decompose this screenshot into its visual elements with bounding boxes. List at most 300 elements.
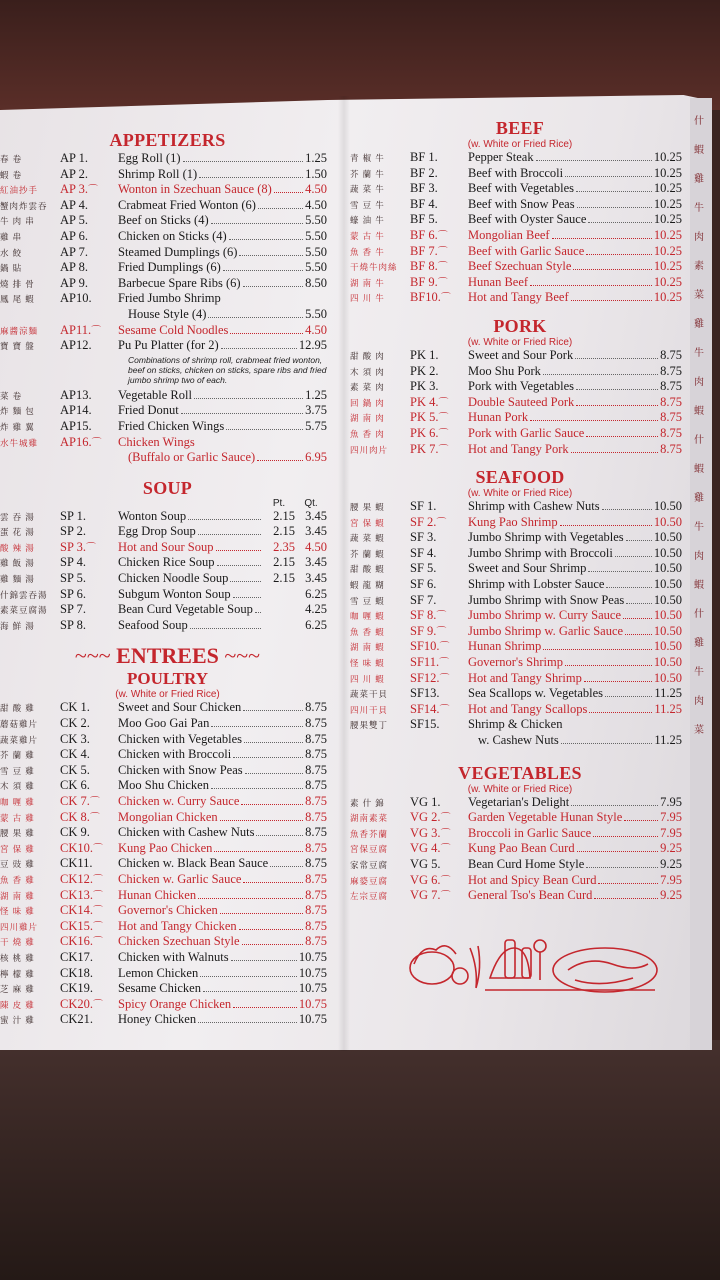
menu-item-price: 8.75 — [660, 394, 682, 409]
poultry-rice-note: (w. White or Fried Rice) — [115, 689, 220, 701]
menu-item-code: CK13.⌒ — [60, 887, 103, 902]
menu-item-row — [0, 966, 335, 982]
chili-pepper-icon: ⌒ — [436, 626, 447, 638]
dot-leader — [576, 404, 658, 406]
menu-item-row — [0, 540, 335, 556]
table-background-top — [0, 0, 720, 110]
menu-item-code: CK21. — [60, 1012, 93, 1027]
edge-chinese-char: 肉 — [694, 377, 704, 388]
dot-leader — [586, 435, 658, 437]
menu-item-code: CK 6. — [60, 778, 90, 793]
menu-item-price: 11.25 — [654, 701, 682, 716]
menu-item-row — [350, 499, 690, 515]
menu-item-price: 10.50 — [653, 499, 682, 514]
dot-leader — [623, 617, 652, 619]
menu-item-code: BF 7.⌒ — [410, 243, 448, 258]
menu-item-name: Hot and Sour Soup — [118, 539, 214, 554]
pu-pu-platter-description: Combinations of shrimp roll, crabmeat fried wonton, beef on sticks, chicken on sticks, spare ribs and fried jumbo shrimp two of each. — [128, 354, 327, 385]
menu-item-chinese-name: 蝦 龍 糊 — [350, 580, 385, 591]
appetizers-heading: APPETIZERS — [109, 130, 226, 150]
menu-item-chinese-name: 水牛城雞 — [0, 437, 39, 448]
menu-item-row — [0, 602, 335, 618]
menu-item-row — [350, 546, 690, 562]
menu-item-row — [0, 700, 335, 716]
menu-item-chinese-name: 麻婆豆腐 — [350, 875, 389, 886]
pork-heading: PORK — [493, 315, 547, 336]
menu-item-chinese-name: 湖 南 牛 — [350, 277, 385, 288]
menu-item-chinese-name: 木 須 肉 — [350, 366, 385, 377]
menu-item-chinese-name: 宮 保 雞 — [0, 843, 35, 854]
dot-leader — [576, 190, 652, 192]
pork-rice-note: (w. White or Fried Rice) — [467, 336, 573, 348]
menu-item-chinese-name: 甜 酸 雞 — [0, 703, 35, 714]
menu-item-code: AP 8. — [60, 260, 89, 275]
menu-item-name: Honey Chicken — [118, 1012, 197, 1027]
dot-leader — [588, 570, 651, 572]
pint-price: 2.15 — [273, 508, 295, 523]
menu-item-chinese-name: 檸 檬 雞 — [0, 968, 35, 979]
menu-item-row — [0, 778, 335, 794]
menu-item-name: Beef with Garlic Sauce — [468, 243, 585, 258]
menu-item-name: Beef Szechuan Style — [468, 259, 572, 274]
dot-leader — [560, 524, 652, 526]
menu-item-row — [0, 524, 335, 540]
menu-item-code: CK 2. — [60, 716, 90, 731]
dot-leader — [571, 804, 658, 806]
menu-item-row — [0, 872, 335, 888]
menu-item-chinese-name: 蟹肉炸雲吞 — [0, 200, 48, 211]
menu-item-row — [350, 888, 690, 904]
menu-item-code: CK 8.⌒ — [60, 809, 100, 824]
menu-item-chinese-name: 左宗豆腐 — [350, 891, 389, 902]
menu-item-row — [350, 530, 690, 546]
menu-item-chinese-name: 四川肉片 — [350, 444, 389, 455]
chili-pepper-icon: ⌒ — [93, 906, 103, 918]
table-background-bottom — [0, 1040, 720, 1280]
edge-chinese-char: 雞 — [694, 493, 704, 504]
menu-item-row — [0, 403, 335, 419]
dot-leader — [211, 725, 303, 727]
menu-item-row — [350, 410, 690, 426]
dot-leader — [230, 332, 303, 334]
menu-item-row — [0, 450, 335, 466]
menu-item-name: Kung Pao Bean Curd — [468, 841, 575, 856]
menu-item-row — [0, 555, 335, 571]
menu-item-row — [350, 577, 690, 593]
menu-item-price: 10.75 — [298, 996, 327, 1011]
edge-chinese-char: 什 — [694, 609, 704, 620]
menu-item-name: Kung Pao Shrimp — [468, 514, 558, 529]
menu-item-row — [350, 733, 690, 749]
edge-chinese-char: 蝦 — [694, 464, 704, 475]
menu-item-price: 10.25 — [653, 165, 682, 180]
menu-item-row — [350, 290, 690, 306]
menu-item-name: Spicy Orange Chicken — [118, 996, 232, 1011]
menu-item-name: Hunan Chicken — [118, 887, 197, 902]
dot-leader — [598, 882, 658, 884]
menu-item-price: 8.75 — [305, 918, 327, 933]
dot-leader — [183, 160, 304, 162]
menu-item-price: 5.50 — [305, 228, 327, 243]
menu-item-name: Egg Drop Soup — [118, 524, 196, 539]
menu-item-code: AP15. — [60, 418, 92, 433]
menu-item-price: 6.95 — [305, 450, 327, 465]
menu-item-name: Chicken with Cashew Nuts — [118, 825, 255, 840]
menu-item-chinese-name: 回 鍋 肉 — [350, 397, 385, 408]
menu-item-price: 3.75 — [305, 403, 327, 418]
menu-fold — [338, 96, 350, 1051]
menu-item-price: 10.50 — [653, 592, 682, 607]
menu-item-code: SP 6. — [60, 586, 86, 601]
menu-item-name: Hot and Tangy Beef — [468, 290, 569, 305]
menu-item-chinese-name: 咖 喱 蝦 — [350, 611, 385, 622]
vegetables-rice-note: (w. White or Fried Rice) — [467, 783, 573, 795]
poultry-heading: POULTRY — [127, 669, 208, 689]
dot-leader — [530, 284, 652, 286]
menu-item-code: SP 5. — [60, 571, 86, 586]
menu-item-chinese-name: 核 桃 雞 — [0, 952, 35, 963]
menu-item-row — [0, 419, 335, 435]
pint-price: 2.15 — [273, 524, 295, 539]
menu-item-name: Jumbo Shrimp with Broccoli — [468, 545, 613, 560]
menu-item-name: Chicken Noodle Soup — [118, 571, 229, 586]
dot-leader — [230, 580, 261, 582]
menu-item-chinese-name: 陳 皮 雞 — [0, 999, 35, 1010]
menu-item-code: SF12.⌒ — [410, 670, 450, 685]
menu-item-code: AP 2. — [60, 166, 89, 181]
menu-item-code: VG 5. — [410, 856, 441, 871]
menu-item-price: 8.50 — [305, 275, 327, 290]
chili-pepper-icon: ⌒ — [85, 542, 96, 554]
menu-item-row — [0, 716, 335, 732]
menu-item-chinese-name: 酸 辣 湯 — [0, 542, 35, 553]
menu-item-code: CK10.⌒ — [60, 840, 103, 855]
menu-item-price: 8.75 — [305, 747, 327, 762]
dot-leader — [565, 664, 652, 666]
menu-item-name: Egg Roll (1) — [118, 151, 181, 165]
menu-item-code: VG 6.⌒ — [410, 872, 451, 887]
menu-item-price: 10.25 — [653, 212, 682, 227]
menu-item-price: 10.25 — [653, 243, 682, 258]
edge-chinese-char: 牛 — [694, 203, 704, 214]
menu-item-code: CK20.⌒ — [60, 996, 103, 1011]
quart-price: 4.50 — [305, 539, 327, 554]
menu-item-price: 4.50 — [305, 197, 327, 212]
menu-item-code: BF 1. — [410, 150, 438, 164]
menu-item-chinese-name: 雞 飯 湯 — [0, 558, 35, 569]
menu-item-chinese-name: 鳳 尾 蝦 — [0, 294, 35, 305]
dot-leader — [606, 586, 651, 588]
menu-item-chinese-name: 炸 麵 包 — [0, 406, 35, 417]
menu-item-chinese-name: 芥 蘭 牛 — [350, 168, 385, 179]
menu-item-name: Hot and Tangy Shrimp — [468, 670, 582, 685]
dot-leader — [624, 819, 658, 821]
menu-item-code: SP 1. — [60, 508, 86, 523]
menu-item-code: BF10.⌒ — [410, 290, 451, 305]
dot-leader — [602, 508, 652, 510]
dot-leader — [258, 207, 303, 209]
menu-item-name: Vegetable Roll — [118, 387, 192, 402]
dot-leader — [226, 428, 303, 430]
menu-item-chinese-name: 木 須 雞 — [0, 781, 35, 792]
menu-item-code: SP 8. — [60, 617, 86, 632]
menu-item-price: 1.25 — [305, 151, 327, 165]
menu-item-chinese-name: 蝦 卷 — [0, 169, 23, 180]
menu-item-row — [350, 608, 690, 624]
menu-item-chinese-name: 炸 雞 翼 — [0, 421, 35, 432]
menu-item-code: SF14.⌒ — [410, 701, 450, 716]
beef-rice-note: (w. White or Fried Rice) — [467, 139, 573, 150]
dot-leader — [626, 539, 652, 541]
menu-item-code: PK 2. — [410, 363, 439, 378]
edge-chinese-char: 肉 — [694, 696, 704, 707]
menu-item-chinese-name: 菜 卷 — [0, 390, 23, 401]
appetizers-list — [0, 151, 335, 354]
quart-price: 6.25 — [305, 586, 327, 601]
quart-price: 3.45 — [305, 508, 327, 523]
menu-item-row — [0, 509, 335, 525]
menu-item-price: 10.50 — [653, 514, 682, 529]
menu-item-row — [350, 395, 690, 411]
menu-item-row — [350, 348, 690, 364]
menu-item-price: 9.25 — [660, 841, 682, 856]
menu-item-price: 4.50 — [305, 322, 327, 337]
edge-chinese-char: 蝦 — [694, 406, 704, 417]
menu-item-chinese-name: 雪 豆 蝦 — [350, 595, 385, 606]
menu-item-price: 5.50 — [305, 260, 327, 275]
menu-item-code: CK 4. — [60, 747, 90, 762]
chili-pepper-icon: ⌒ — [438, 397, 449, 409]
menu-item-code: CK12.⌒ — [60, 871, 103, 886]
menu-item-chinese-name: 鍋 貼 — [0, 263, 23, 274]
menu-item-price: 10.25 — [653, 290, 682, 305]
dot-leader — [211, 222, 304, 224]
menu-item-price: 8.75 — [660, 363, 682, 378]
edge-chinese-char: 雞 — [694, 319, 704, 330]
menu-item-row — [0, 934, 335, 950]
menu-item-name: Shrimp with Lobster Sauce — [468, 577, 605, 592]
menu-item-chinese-name: 素 菜 肉 — [350, 382, 385, 393]
dot-leader — [221, 347, 297, 349]
menu-item-row — [0, 151, 335, 167]
menu-left-column — [0, 130, 335, 1028]
menu-item-code: AP 6. — [60, 228, 89, 243]
menu-item-row — [0, 435, 335, 451]
menu-item-code: SF 9.⌒ — [410, 623, 447, 638]
menu-item-price: 10.25 — [653, 274, 682, 289]
menu-item-chinese-name: 芝 麻 雞 — [0, 984, 35, 995]
menu-item-row — [350, 624, 690, 640]
menu-item-chinese-name: 腰 果 雞 — [0, 828, 35, 839]
menu-item-name: Wonton Soup — [118, 508, 187, 523]
chili-pepper-icon: ⌒ — [437, 277, 448, 289]
pint-price: 2.15 — [273, 571, 295, 586]
dot-leader — [245, 772, 303, 774]
menu-item-price: 8.75 — [660, 410, 682, 425]
menu-item-chinese-name: 紅油抄手 — [0, 185, 39, 196]
edge-chinese-char: 蝦 — [694, 145, 704, 156]
menu-item-chinese-name: 雪 豆 雞 — [0, 765, 35, 776]
menu-item-row — [350, 655, 690, 671]
menu-item-name: Vegetarian's Delight — [468, 794, 570, 809]
menu-item-price: 10.50 — [653, 670, 682, 685]
menu-item-price: 4.50 — [305, 182, 327, 197]
menu-item-code: AP 4. — [60, 197, 89, 212]
menu-item-price: 8.75 — [305, 856, 327, 871]
menu-item-price: 7.95 — [660, 825, 682, 840]
menu-item-row — [350, 379, 690, 395]
menu-item-code: AP11.⌒ — [60, 322, 102, 337]
menu-item-price: 8.75 — [305, 903, 327, 918]
dot-leader — [217, 564, 261, 566]
menu-item-name: Beef with Snow Peas — [468, 196, 575, 211]
menu-item-row — [350, 259, 690, 275]
menu-item-chinese-name: 腰果雙丁 — [350, 720, 389, 731]
menu-item-code: CK14.⌒ — [60, 903, 103, 918]
menu-item-row — [0, 856, 335, 872]
dot-leader — [577, 206, 652, 208]
menu-item-code: VG 4.⌒ — [410, 841, 451, 856]
menu-item-chinese-name: 湖 南 肉 — [350, 413, 385, 424]
menu-item-chinese-name: 蠔 油 牛 — [350, 215, 385, 226]
menu-item-chinese-name: 四 川 蝦 — [350, 673, 385, 684]
dot-leader — [552, 237, 652, 239]
menu-item-row — [350, 426, 690, 442]
dot-leader — [605, 695, 652, 697]
dot-leader — [576, 388, 658, 390]
menu-item-row — [350, 841, 690, 857]
dot-leader — [214, 850, 303, 852]
wave-ornament-left: ~~~ — [74, 643, 111, 669]
edge-chinese-char: 什 — [694, 435, 704, 446]
menu-item-row — [0, 618, 335, 634]
menu-item-code: SP 7. — [60, 602, 86, 617]
menu-item-row — [0, 587, 335, 603]
dot-leader — [626, 602, 652, 604]
menu-item-code: CK 5. — [60, 762, 90, 777]
menu-item-price: 5.50 — [305, 213, 327, 228]
menu-item-chinese-name: 四川干貝 — [350, 704, 389, 715]
menu-item-row — [0, 276, 335, 292]
menu-item-code: PK 1. — [410, 347, 439, 362]
dot-leader — [233, 1006, 297, 1008]
menu-item-chinese-name: 家常豆腐 — [350, 859, 389, 870]
menu-item-price: 5.50 — [305, 244, 327, 259]
menu-item-price: 12.95 — [298, 338, 327, 353]
menu-item-price: 8.75 — [305, 716, 327, 731]
pork-list — [350, 348, 690, 457]
menu-item-code: BF 9.⌒ — [410, 274, 448, 289]
menu-item-row — [0, 213, 335, 229]
menu-item-name: Governor's Chicken — [118, 903, 218, 918]
entrees-title: ENTREES — [116, 643, 219, 669]
quart-price: 3.45 — [305, 524, 327, 539]
menu-item-name: Sweet and Sour Chicken — [118, 700, 242, 715]
menu-item-row — [350, 826, 690, 842]
menu-item-chinese-name: 蒙 古 雞 — [0, 812, 35, 823]
menu-item-chinese-name: 怪 味 蝦 — [350, 658, 385, 669]
dot-leader — [243, 709, 303, 711]
menu-item-price: 8.75 — [305, 840, 327, 855]
chili-pepper-icon: ⌒ — [439, 642, 450, 654]
menu-item-price: 10.75 — [298, 1012, 327, 1027]
menu-item-price: 8.75 — [660, 379, 682, 394]
menu-right-column — [350, 118, 690, 904]
menu-item-code: PK 6.⌒ — [410, 425, 449, 440]
quart-price: 3.45 — [305, 571, 327, 586]
menu-item-chinese-name: 雞 串 — [0, 231, 23, 242]
dot-leader — [593, 835, 658, 837]
menu-item-chinese-name: 牛 肉 串 — [0, 216, 35, 227]
menu-item-row — [0, 167, 335, 183]
menu-item-chinese-name: 蜜 汁 雞 — [0, 1015, 35, 1026]
menu-item-price: 1.50 — [305, 166, 327, 181]
menu-item-row — [0, 307, 335, 323]
menu-item-price: 10.75 — [298, 981, 327, 996]
menu-item-price: 11.25 — [654, 733, 682, 747]
menu-item-chinese-name: 燒 排 骨 — [0, 278, 35, 289]
menu-item-chinese-name: 甜 酸 蝦 — [350, 564, 385, 575]
menu-item-row — [0, 323, 335, 339]
menu-item-price: 10.50 — [653, 577, 682, 592]
menu-item-code: PK 4.⌒ — [410, 394, 449, 409]
menu-item-code: CK 3. — [60, 731, 90, 746]
menu-item-name: Fried Chicken Wings — [118, 418, 225, 433]
menu-item-code: CK18. — [60, 965, 93, 980]
menu-item-chinese-name: 雞 麵 湯 — [0, 574, 35, 585]
dot-leader — [203, 990, 297, 992]
menu-item-name: Subgum Wonton Soup — [118, 586, 231, 601]
menu-item-name: General Tso's Bean Curd — [468, 888, 593, 903]
menu-item-price: 8.75 — [660, 441, 682, 456]
menu-item-row — [350, 515, 690, 531]
chili-pepper-icon: ⌒ — [88, 185, 99, 197]
menu-item-row — [350, 702, 690, 718]
menu-item-name: Chicken with Walnuts — [118, 949, 229, 964]
menu-item-row — [0, 919, 335, 935]
menu-item-chinese-name: 咖 喱 雞 — [0, 797, 35, 807]
pint-price: 2.35 — [273, 539, 295, 554]
menu-item-price: 8.75 — [660, 347, 682, 362]
dot-leader — [198, 1021, 297, 1023]
quart-price: 6.25 — [305, 617, 327, 632]
menu-item-name: Shrimp Roll (1) — [118, 166, 198, 181]
menu-item-row — [0, 291, 335, 307]
menu-item-name: Chicken with Vegetables — [118, 731, 243, 746]
soup-size-header — [0, 499, 335, 509]
menu-item-chinese-name: 素菜豆腐湯 — [0, 605, 48, 616]
menu-item-code: AP 1. — [60, 151, 89, 165]
dot-leader — [188, 518, 261, 520]
dot-leader — [577, 850, 659, 852]
menu-item-name: Sesame Chicken — [118, 981, 201, 996]
menu-item-code: VG 7.⌒ — [410, 888, 451, 903]
menu-item-code: BF 2. — [410, 165, 438, 180]
menu-item-row — [350, 873, 690, 889]
dot-leader — [223, 269, 303, 271]
menu-item-code: PK 7.⌒ — [410, 441, 449, 456]
menu-item-code: AP13. — [60, 387, 92, 402]
menu-item-chinese-name: 四川雞片 — [0, 921, 39, 932]
menu-item-chinese-name: 干 燒 雞 — [0, 937, 35, 948]
menu-item-name: Double Sauteed Pork — [468, 394, 575, 409]
dot-leader — [243, 285, 304, 287]
menu-item-code: BF 8.⌒ — [410, 259, 448, 274]
menu-item-chinese-name: 蘑菇雞片 — [0, 719, 39, 730]
menu-item-row — [0, 763, 335, 779]
edge-chinese-char: 牛 — [694, 348, 704, 359]
chili-pepper-icon: ⌒ — [438, 444, 449, 456]
